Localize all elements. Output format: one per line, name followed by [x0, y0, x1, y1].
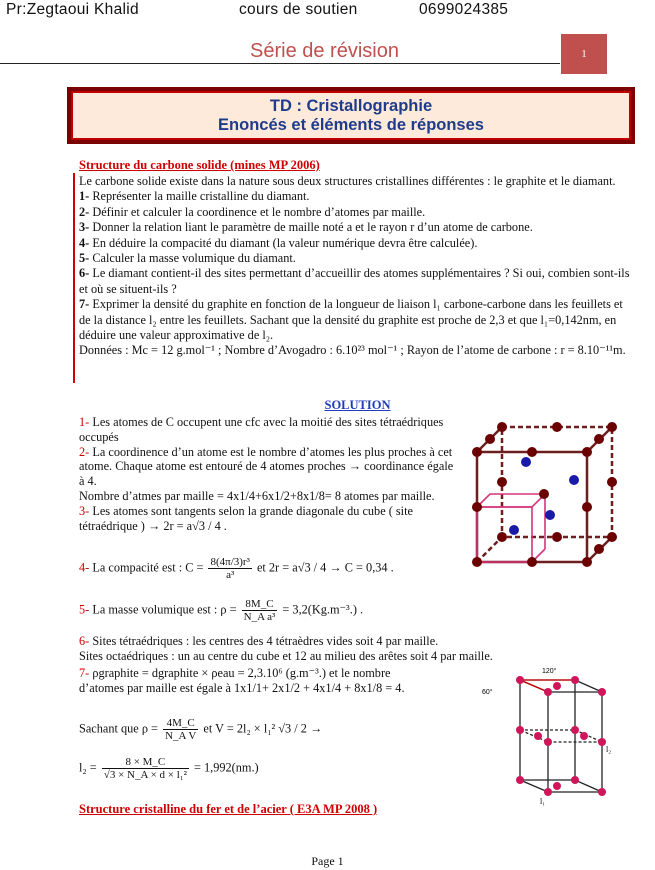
l2-label: l₂ [606, 745, 612, 754]
answer-3: 3- Les atomes sont tangents selon la grande diagonale du cube ( site tétraédrique ) → 2r = a√3 / 4 . [79, 503, 413, 533]
question-5: 5- Calculer la masse volumique du diamant. [79, 251, 296, 266]
section2-title: Structure cristalline du fer et de l’acier ( E3A MP 2008 ) [79, 802, 378, 816]
graphite-cell-figure [480, 662, 620, 810]
section1-body [79, 174, 636, 359]
question-6: 6- Le diamant contient-il des sites permettant d’accueillir des atomes supplémentaires ? Si oui, combien sont-ils et où se situent-ils ? [79, 266, 630, 296]
question-1: 1- Représenter la maille cristalline du diamant. [79, 189, 310, 204]
answer-6: 6- Sites tétraédriques : les centres des 4 tétraèdres vides soit 4 par maille. Sites octaédriques : un au centre du cube et 12 au milieu des arêtes soit 4 par maille. [79, 634, 639, 664]
answer-4: 4- La compacité est : C = $\frac{\text{8(4π/3)r³}}{\text{a³}}$ et 2r = a√3 / 4 → C = 0,34 . [79, 556, 394, 581]
compacity-fraction: $\frac{\text{8(4π/3)r³}}{\text{a³}}$ [210, 556, 250, 581]
td-title-box [67, 87, 635, 144]
solution-column [79, 415, 459, 533]
question-7: 7- Exprimer la densité du graphite en fonction de la longueur de liaison l₁ carbone-carbone dans les feuillets et de la distance l₂ entre les feuillets. Sachant que la densité du graphite est proche de 2,3 et que l₁=0,142nm, en déduire une valeur approximative de l₂. [79, 297, 623, 343]
answer-1: 1- Les atomes de C occupent une cfc avec la moitié des sites tétraédriques occupés [79, 415, 444, 444]
question-4: 4- En déduire la compacité du diamant (la valeur numérique devra être calculée). [79, 235, 478, 250]
header-phone: 0699024385 [419, 1, 509, 18]
page-header [6, 1, 649, 23]
l1-label: l₁ [540, 797, 546, 806]
header-divider [0, 63, 560, 64]
question-2: 2- Définir et calculer la coordinence et le nombre d’atomes par maille. [79, 204, 426, 219]
density-fraction: $\frac{8M\_C}{\text{N\_A a³}}$ [243, 598, 276, 623]
answer-7d: l₂ = $\frac{8 \times M\_C}{\text{√3 × N\_A × d × l₁²}}$ = 1,992(nm.) [79, 756, 259, 781]
page-footer: Page 1 [311, 854, 344, 868]
angle-60-label: 60° [482, 689, 493, 696]
answer-2: 2- La coordinence d’un atome est le nombre d’atomes les plus proches à cet atome. Chaque atome est entouré de 4 atomes proches → coordinance égale à 4. [79, 444, 454, 489]
answer-6b: Sites octaédriques : un au centre du cube et 12 au milieu des arêtes soit 4 par maille. [79, 648, 493, 663]
answer-7c: Sachant que ρ = $\frac{4M\_C}{\text{N\_A V}}$ et V = 2l₂ × l₁² √3 / 2 → [79, 717, 323, 742]
header-author: Pr:Zegtaoui Khalid [6, 1, 139, 18]
section1-margin-bar [73, 173, 75, 383]
answer-2b: Nombre d’atmes par maille = 4x1/4+6x1/2+8x1/8= 8 atomes par maille. [79, 488, 435, 503]
question-3: 3- Donner la relation liant le paramètre de maille noté a et le rayon r d’un atome de carbone. [79, 220, 533, 235]
serie-title: Série de révision [250, 40, 399, 62]
td-title-line1: TD : Cristallographie [269, 97, 433, 115]
section1-intro: Le carbone solide existe dans la nature sous deux structures cristallines différentes : le graphite et le diamant. [79, 174, 616, 188]
answer-7b: d’atomes par maille est égale à 1x1/1+ 2x1/2 + 4x1/4 + 8x1/8 = 4. [79, 680, 405, 695]
solution-title: SOLUTION [324, 398, 391, 412]
answer-7: 7- ρgraphite = dgraphite × ρeau = 2,3.10⁶ (g.m⁻³.) et le nombre d’atomes par maille est égale à 1x1/1+ 2x1/2 + 4x1/4 + 8x1/8 = 4. [79, 666, 469, 696]
page-badge: 1 [561, 34, 607, 74]
section1-title: Structure du carbone solide (mines MP 2006) [79, 158, 320, 172]
td-title-line2: Enoncés et éléments de réponses [218, 116, 484, 134]
angle-120-label: 120° [542, 668, 557, 675]
header-course: cours de soutien [239, 1, 358, 18]
answer-5: 5- La masse volumique est : ρ = $\frac{8M\_C}{\text{N\_A a³}}$ = 3,2(Kg.m⁻³.) . [79, 598, 364, 623]
diamond-cell-figure [462, 412, 632, 577]
section1-data: Données : Mc = 12 g.mol⁻¹ ; Nombre d’Avogadro : 6.10²³ mol⁻¹ ; Rayon de l’atome de carbone : r = 8.10⁻¹¹m. [79, 343, 626, 358]
